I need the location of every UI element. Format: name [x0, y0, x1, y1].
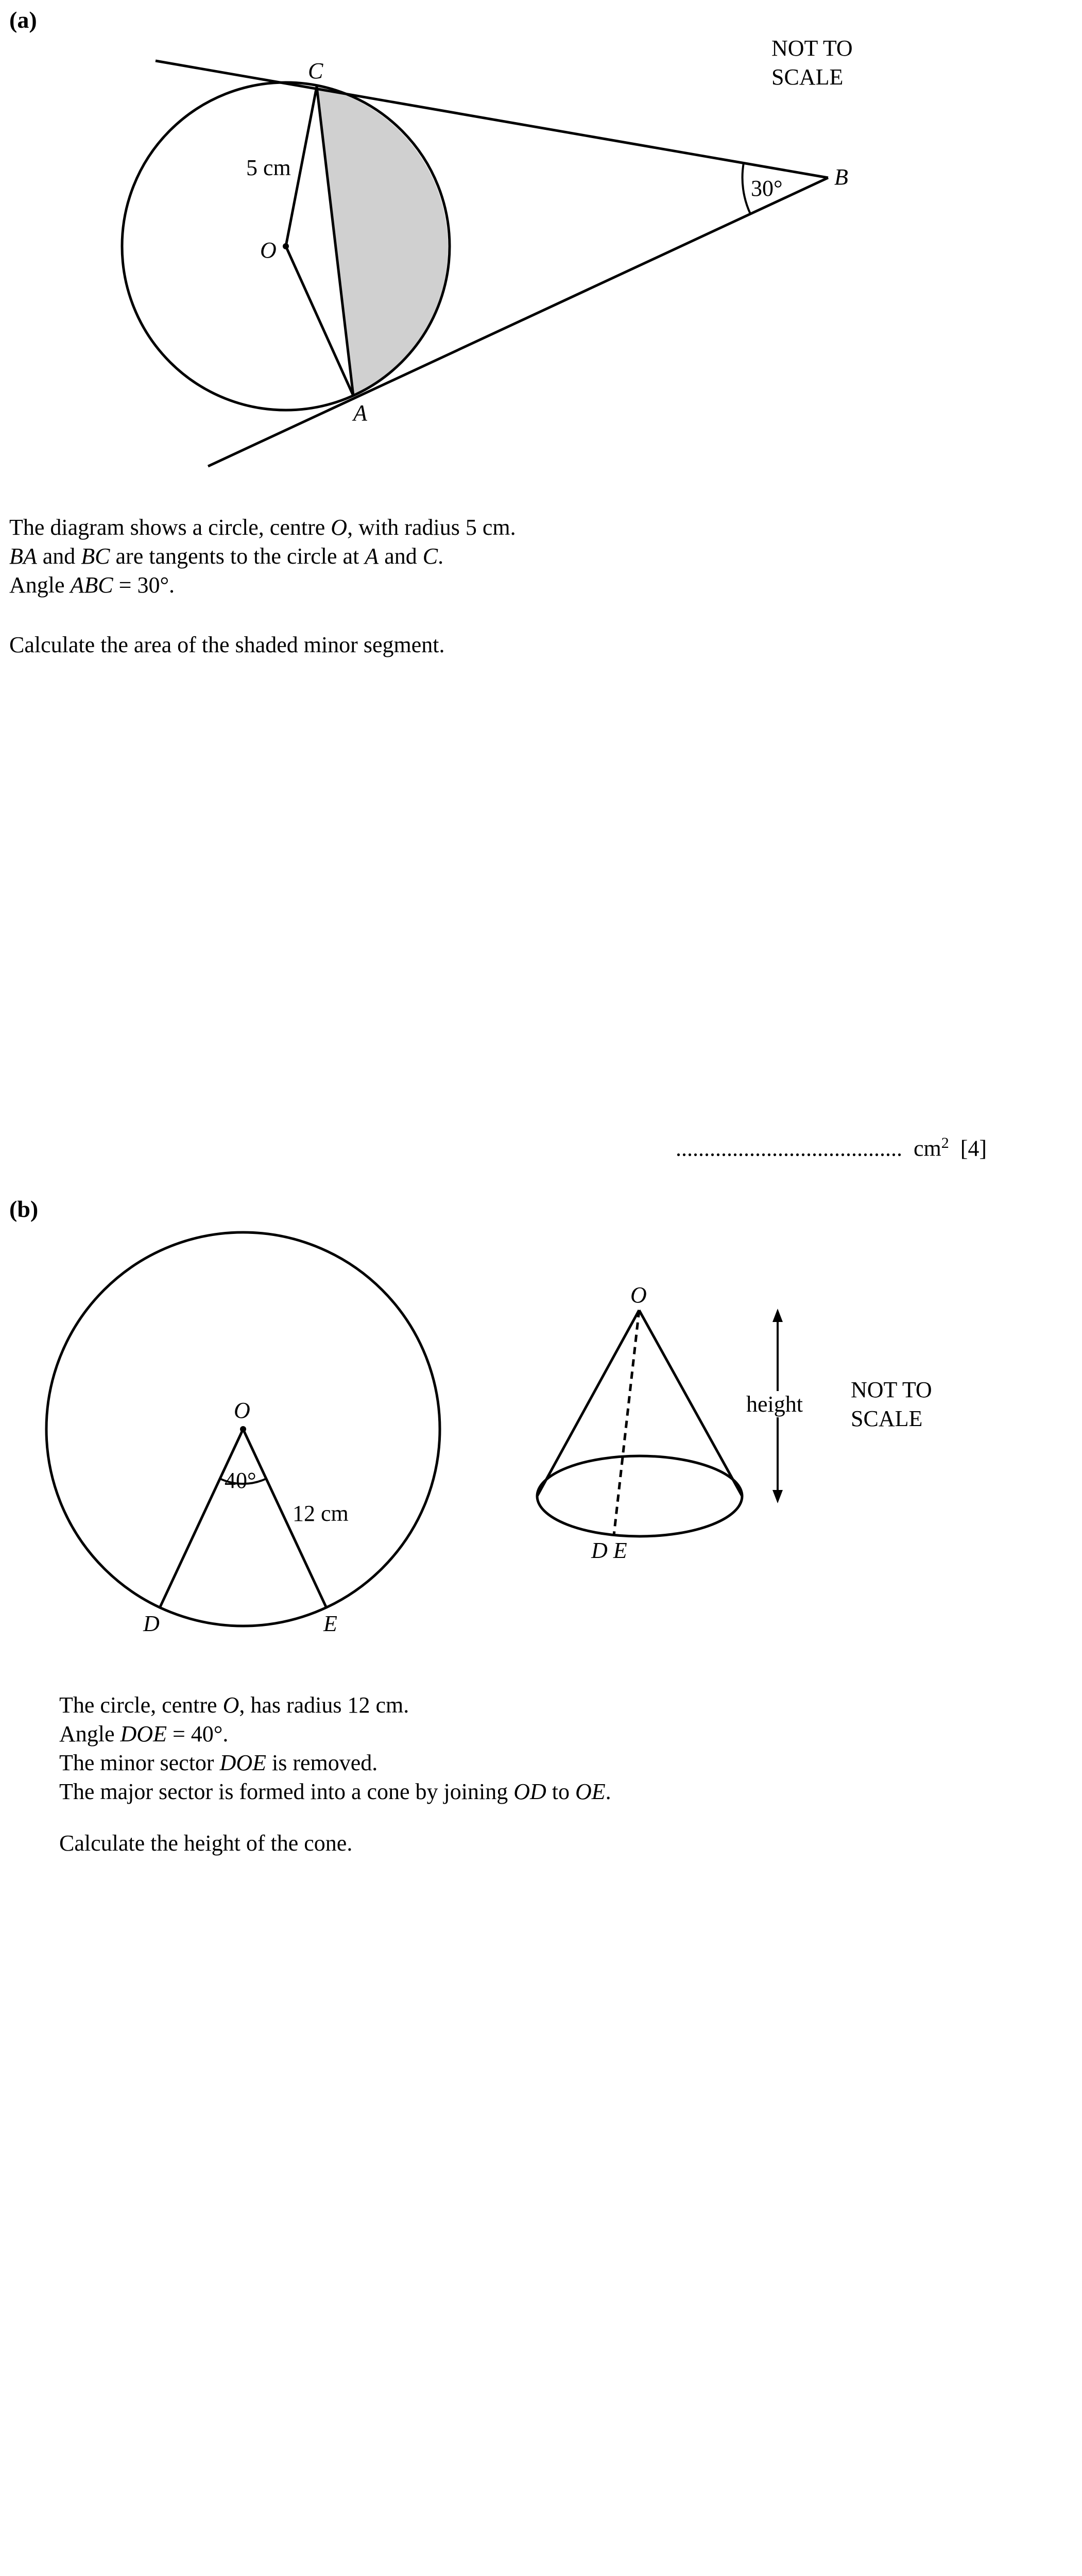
label-radius-5cm: 5 cm — [246, 155, 291, 180]
part-b-diagram — [0, 1211, 1082, 1674]
label-a: A — [353, 400, 367, 426]
label-c: C — [308, 58, 323, 83]
label-d: D — [143, 1611, 160, 1636]
label-de: D E — [591, 1538, 627, 1563]
height-arrow-bottom — [772, 1490, 783, 1503]
part-a-statement-3: Angle ABC = 30°. — [9, 572, 175, 598]
label-o: O — [260, 238, 277, 263]
part-a-answer-dots[interactable]: ........................................ — [676, 1136, 902, 1161]
part-b-not-to-scale: NOT TO SCALE — [851, 1377, 932, 1431]
part-a-diagram — [0, 0, 1082, 495]
part-a-not-to-scale: NOT TO SCALE — [771, 36, 853, 90]
part-a-answer-line: ........................................ $cm^2$ [4] — [676, 1134, 987, 1161]
label-o-circle: O — [234, 1398, 250, 1423]
part-a-statements — [9, 513, 516, 600]
angle-arc-b — [743, 163, 750, 214]
cone-join-dashed — [614, 1310, 639, 1535]
part-a-statement-1: The diagram shows a circle, centre O, with radius 5 cm. — [9, 515, 516, 540]
part-a-label: (a) — [9, 7, 37, 33]
centre-o-point-b — [240, 1426, 246, 1432]
label-b: B — [834, 164, 848, 190]
label-o-cone: O — [630, 1282, 647, 1308]
part-b-label: (b) — [9, 1196, 39, 1222]
label-e: E — [323, 1611, 337, 1636]
cone-left-side — [537, 1310, 639, 1496]
part-a-statement-2: BA and BC are tangents to the circle at A and C. — [9, 544, 444, 569]
part-b-statement-2: Angle DOE = 40°. — [59, 1721, 229, 1747]
part-b-statement-1: The circle, centre O, has radius 12 cm. — [59, 1692, 409, 1718]
label-angle-30: 30° — [751, 176, 783, 201]
centre-o-point — [283, 243, 289, 249]
part-b-statement-4: The major sector is formed into a cone by joining OD to OE. — [59, 1779, 611, 1804]
label-height: height — [744, 1391, 805, 1417]
part-b-question: Calculate the height of the cone. — [59, 1831, 353, 1856]
label-radius-12cm: 12 cm — [293, 1501, 349, 1526]
shaded-minor-segment — [317, 87, 448, 396]
part-b-statements — [59, 1691, 611, 1806]
height-arrow-top — [772, 1309, 783, 1322]
part-b-statement-3: The minor sector DOE is removed. — [59, 1750, 378, 1775]
part-a-marks: [4] — [960, 1136, 987, 1161]
cone-right-side — [639, 1310, 742, 1496]
cone-base — [537, 1456, 742, 1536]
part-a-question: Calculate the area of the shaded minor segment. — [9, 632, 445, 657]
radius-od — [160, 1429, 243, 1608]
label-angle-40: 40° — [225, 1468, 256, 1493]
tangent-ba — [208, 178, 828, 466]
